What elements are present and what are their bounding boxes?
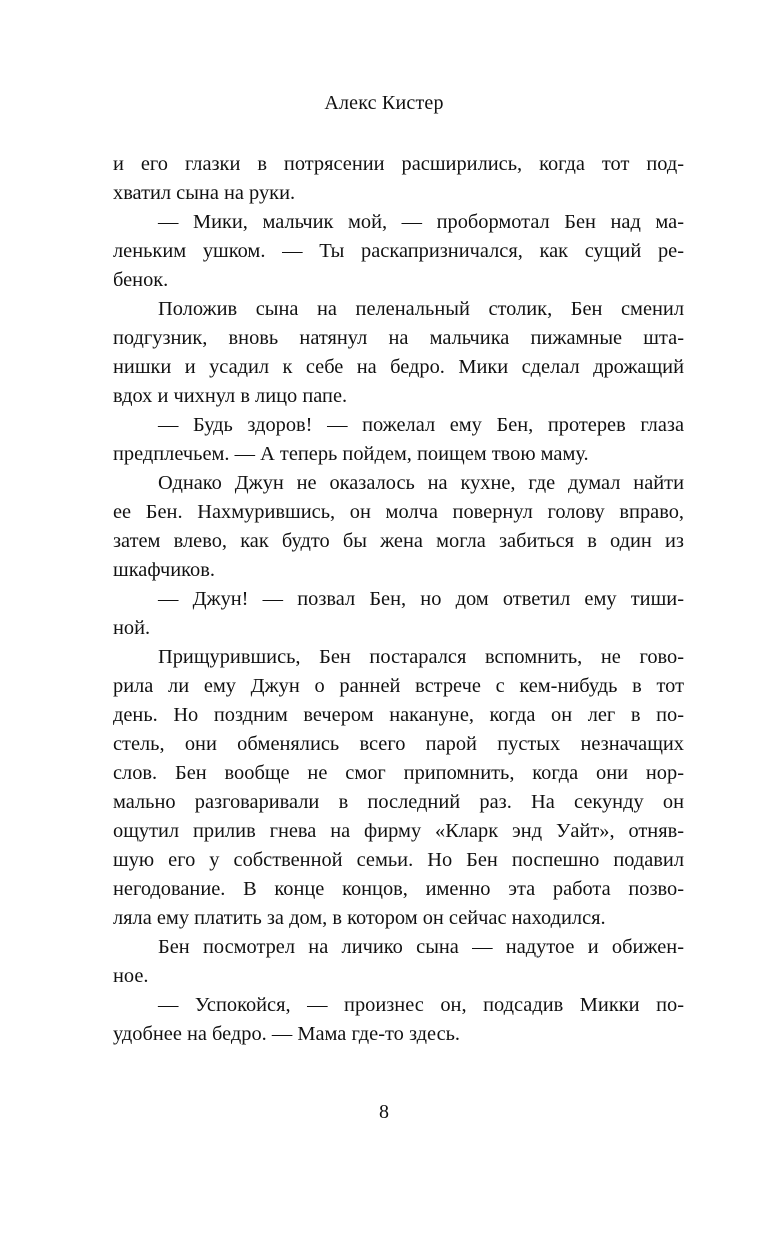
text-line: затем влево, как будто бы жена могла забиться в один из [113, 530, 684, 552]
text-line: бенок. [113, 269, 169, 291]
text-line: хватил сына на руки. [113, 182, 296, 204]
text-line: ной. [113, 617, 151, 639]
text-line: Прищурившись, Бен постарался вспомнить, не гово- [158, 646, 684, 668]
text-line: негодование. В конце концов, именно эта работа позво- [113, 878, 684, 900]
text-line: — Будь здоров! — пожелал ему Бен, протерев глаза [158, 414, 684, 436]
text-line: предплечьем. — А теперь пойдем, поищем твою маму. [113, 443, 589, 465]
text-line: нишки и усадил к себе на бедро. Мики сделал дрожащий [113, 356, 684, 378]
text-line: день. Но поздним вечером накануне, когда он лег в по- [113, 704, 684, 726]
text-line: шкафчиков. [113, 559, 215, 581]
text-line: подгузник, вновь натянул на мальчика пижамные шта- [113, 327, 684, 349]
text-line: рила ли ему Джун о ранней встрече с кем-нибудь в тот [113, 675, 684, 697]
text-line: слов. Бен вообще не смог припомнить, когда они нор- [113, 762, 684, 784]
text-line: стель, они обменялись всего парой пустых незначащих [113, 733, 684, 755]
text-line: Положив сына на пеленальный столик, Бен сменил [158, 298, 684, 320]
text-line: мально разговаривали в последний раз. На секунду он [113, 791, 684, 813]
text-line: шую его у собственной семьи. Но Бен поспешно подавил [113, 849, 684, 871]
text-line: — Мики, мальчик мой, — пробормотал Бен над ма- [158, 211, 684, 233]
text-line: ное. [113, 965, 149, 987]
text-line: ляла ему платить за дом, в котором он сейчас находился. [113, 907, 606, 929]
running-header-author: Алекс Кистер [324, 92, 444, 114]
text-line: удобнее на бедро. — Мама где-то здесь. [113, 1023, 461, 1045]
text-line: леньким ушком. — Ты раскапризничался, как сущий ре- [113, 240, 684, 262]
text-line: и его глазки в потрясении расширились, когда тот под- [113, 153, 684, 175]
text-line: — Джун! — позвал Бен, но дом ответил ему тиши- [158, 588, 684, 610]
text-line: ее Бен. Нахмурившись, он молча повернул голову вправо, [113, 501, 684, 523]
text-line: Бен посмотрел на личико сына — надутое и обижен- [158, 936, 684, 958]
text-line: ощутил прилив гнева на фирму «Кларк энд Уайт», отняв- [113, 820, 684, 842]
text-line: — Успокойся, — произнес он, подсадив Микки по- [158, 994, 684, 1016]
body-text [113, 150, 684, 1049]
page-number: 8 [379, 1101, 389, 1123]
text-line: вдох и чихнул в лицо папе. [113, 385, 348, 407]
text-line: Однако Джун не оказалось на кухне, где думал найти [158, 472, 684, 494]
